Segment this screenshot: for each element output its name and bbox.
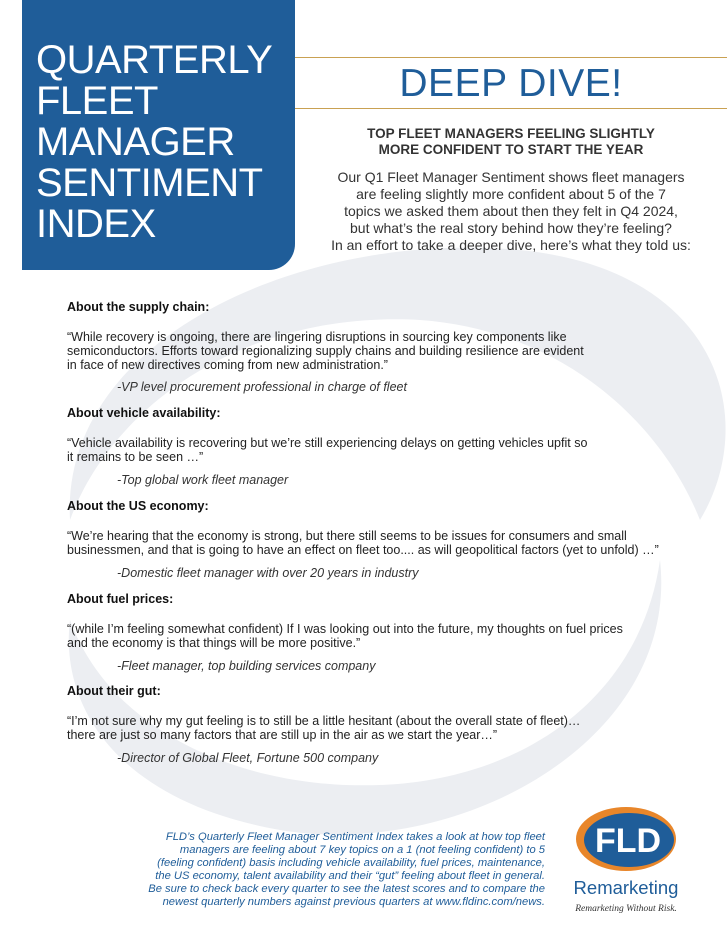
section-attribution: -VP level procurement professional in charge of fleet	[117, 380, 407, 394]
footer-line: managers are feeling about 7 key topics on a 1 (not feeling confident) to 5	[179, 844, 545, 856]
section-attribution: -Fleet manager, top building services company	[117, 659, 376, 673]
quote-line: businessmen, and that is going to have an effect on fleet too.... as will geopolitical factors (yet to unfold) …”	[67, 543, 659, 557]
fld-logo-mark	[556, 803, 696, 875]
document-title	[36, 40, 291, 245]
footer-note	[115, 831, 545, 909]
quote-line: “While recovery is ongoing, there are lingering disruptions in sourcing key components like	[67, 330, 567, 344]
quote-line: and the economy is that things will be more positive.”	[67, 636, 361, 650]
section-title: About vehicle availability:	[67, 406, 221, 420]
quote-line: it remains to be seen …”	[67, 450, 204, 464]
quote-line: there are just so many factors that are still up in the air as we start the year…”	[67, 728, 498, 742]
section-quote	[67, 714, 580, 742]
section-title: About the supply chain:	[67, 300, 210, 314]
title-line: MANAGER	[36, 120, 235, 164]
quote-line: “We’re hearing that the economy is strong, but there still seems to be issues for consumers and small	[67, 529, 627, 543]
section-quote	[67, 330, 584, 372]
fld-logo	[556, 803, 706, 923]
title-block	[22, 0, 295, 270]
intro-line: topics we asked them about then they felt in Q4 2024,	[344, 203, 678, 219]
section-title: About the US economy:	[67, 499, 209, 513]
quote-line: “I’m not sure why my gut feeling is to still be a little hesitant (about the overall state of fleet)…	[67, 714, 581, 728]
section-title: About fuel prices:	[67, 592, 174, 606]
footer-line: Be sure to check back every quarter to see the latest scores and to compare the	[148, 883, 545, 895]
logo-tagline: Remarketing Without Risk.	[575, 904, 677, 914]
quote-line: “(while I’m feeling somewhat confident) If I was looking out into the future, my thoughts on fuel prices	[67, 622, 623, 636]
section-attribution: -Top global work fleet manager	[117, 473, 289, 487]
logo-letters: FLD	[594, 822, 662, 860]
section-attribution: -Director of Global Fleet, Fortune 500 company	[117, 751, 379, 765]
headline-line: TOP FLEET MANAGERS FEELING SLIGHTLY	[367, 126, 655, 141]
section-title: About their gut:	[67, 684, 161, 698]
deep-dive-heading: DEEP DIVE!	[399, 62, 623, 105]
headline	[316, 126, 706, 158]
bottom-divider	[295, 108, 727, 109]
quote-line: semiconductors. Efforts toward regionalizing supply chains and building resilience are evident	[67, 344, 584, 358]
intro-paragraph	[306, 169, 716, 254]
title-line: INDEX	[36, 202, 156, 246]
intro-line: but what’s the real story behind how they’re feeling?	[350, 220, 672, 236]
quote-line: in face of new directives coming from new administration.”	[67, 358, 388, 372]
footer-line: the US economy, talent availability and their “gut” feeling about fleet in general.	[155, 870, 545, 882]
title-line: QUARTERLY	[36, 38, 273, 82]
headline-line: MORE CONFIDENT TO START THE YEAR	[378, 142, 644, 157]
top-divider	[295, 57, 727, 58]
logo-name: Remarketing	[573, 877, 679, 898]
section-quote	[67, 529, 659, 557]
section-attribution: -Domestic fleet manager with over 20 years in industry	[117, 566, 419, 580]
title-line: SENTIMENT	[36, 161, 263, 205]
intro-line: are feeling slightly more confident about 5 of the 7	[356, 186, 666, 202]
footer-line: (feeling confident) basis including vehicle availability, fuel prices, maintenance,	[157, 857, 545, 869]
intro-line: In an effort to take a deeper dive, here’s what they told us:	[331, 237, 691, 253]
section-quote	[67, 436, 587, 464]
intro-line: Our Q1 Fleet Manager Sentiment shows fleet managers	[337, 169, 685, 185]
footer-line: newest quarterly numbers against previous quarters at www.fldinc.com/news.	[162, 896, 545, 908]
quote-line: “Vehicle availability is recovering but we’re still experiencing delays on getting vehicles upfit so	[67, 436, 588, 450]
section-quote	[67, 622, 623, 650]
footer-line: FLD’s Quarterly Fleet Manager Sentiment Index takes a look at how top fleet	[165, 831, 545, 843]
title-line: FLEET	[36, 79, 158, 123]
